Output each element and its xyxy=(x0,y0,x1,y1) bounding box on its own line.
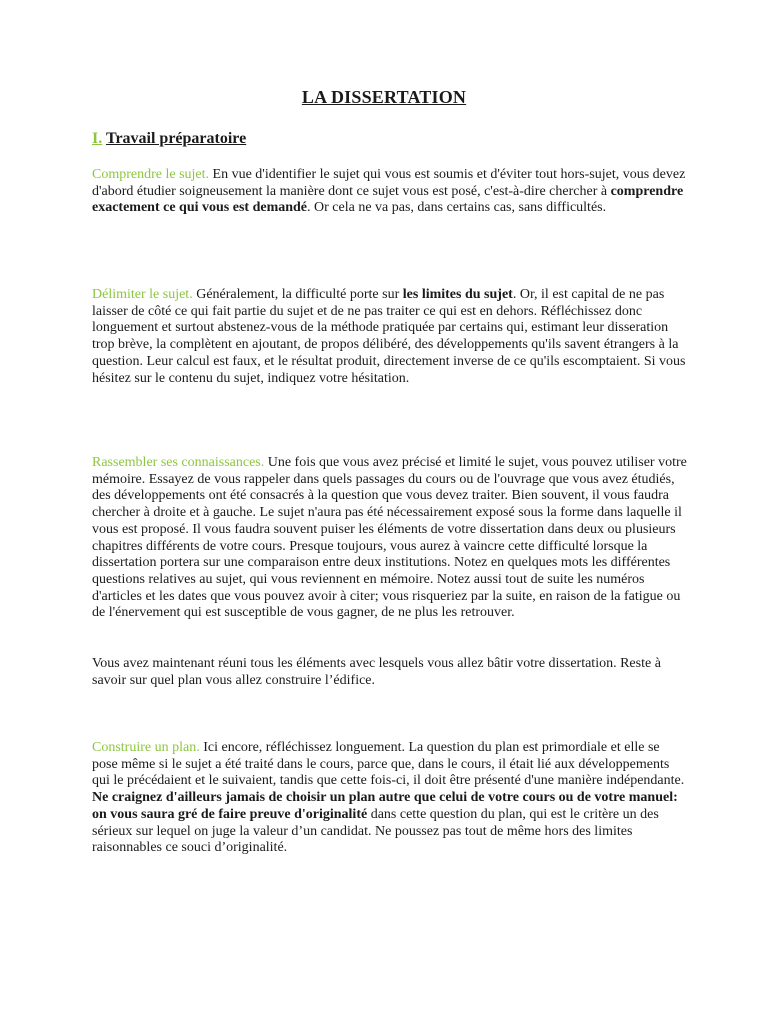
paragraph-lead: Délimiter le sujet. xyxy=(92,287,193,302)
paragraph-emphasis: comprendre exactement ce qui vous est demandé xyxy=(92,183,684,216)
paragraph-lead: Construire un plan. xyxy=(92,740,200,755)
paragraph-text: Généralement, la difficulté porte sur xyxy=(192,287,403,302)
paragraph-comprendre-le-sujet xyxy=(92,167,688,217)
paragraph-emphasis: Ne craignez d'ailleurs jamais de choisir un plan autre que celui de votre cours ou de votre manuel: on vous saura gré de faire preuve d'originalité xyxy=(92,790,678,822)
document-title: LA DISSERTATION xyxy=(301,87,467,107)
paragraph-lead: Rassembler ses connaissances. xyxy=(92,455,265,470)
paragraph-construire-un-plan xyxy=(92,740,688,857)
paragraph-text: Vous avez maintenant réuni tous les éléments avec lesquels vous allez bâtir votre dissertation. Reste à savoir sur quel plan vous allez construire l’édifice. xyxy=(92,656,661,688)
paragraph-text: dans cette question du plan, qui est le critère un des sérieux sur lequel on juge la valeur d’un candidat. Ne poussez pas tout de même hors des limites raisonnables ce souci d’originalité. xyxy=(92,806,659,856)
paragraph-text: En vue d'identifier le sujet qui vous est soumis et d'éviter tout hors-sujet, vous devez d'abord étudier soigneusement la manière dont ce sujet vous est posé, c'est-à-dire chercher à xyxy=(92,167,686,199)
paragraph-text: Ici encore, réfléchissez longuement. La question du plan est primordiale et elle se pose même si le sujet a été traité dans le cours, parce que, dans le cours, il était lié aux développements qui le précédaient et le suivaient, tandis que cette fois-ci, il doit être présenté d'une manière indépendante. xyxy=(92,740,685,789)
section-heading xyxy=(92,130,246,148)
paragraph-transition xyxy=(92,656,688,689)
paragraph-text: Une fois que vous avez précisé et limité le sujet, vous pouvez utiliser votre mémoire. Essayez de vous rappeler dans quels passages du cours ou de l'ouvrage que vous avez étudiés, des développements ont été consacrés à la question que vous devez traiter. Bien souvent, il vous faudra chercher à droite et à gauche. Le sujet n'aura pas été nécessairement exposé sous la forme dans laquelle il vous est proposé. Il vous faudra souvent puiser les éléments de votre dissertation dans deux ou plusieurs chapitres différents de votre cours. Presque toujours, vous aurez à vaincre cette difficulté lorsque la dissertation portera sur une comparaison entre deux institutions. Notez en quelques mots les différentes questions relatives au sujet, qui vous reviennent en mémoire. Notez aussi tout de suite les numéros d'articles et les dates que vous pouvez avoir à citer; vous risqueriez par la suite, en raison de la fatigue ou de l'énervement qui est susceptible de vous gagner, de ne plus les retrouver. xyxy=(92,455,687,621)
section-title: Travail préparatoire xyxy=(105,130,247,147)
paragraph-emphasis: les limites du sujet xyxy=(402,287,513,302)
paragraph-rassembler-ses-connaissances xyxy=(92,455,688,622)
paragraph-delimiter-le-sujet xyxy=(92,287,688,387)
paragraph-text: . Or cela ne va pas, dans certains cas, sans difficultés. xyxy=(307,200,607,216)
paragraph-lead: Comprendre le sujet. xyxy=(92,167,210,182)
section-number: I. xyxy=(92,130,103,147)
paragraph-text: . Or, il est capital de ne pas laisser de côté ce qui fait partie du sujet et de ne pas traiter ce qui est en dehors. Réfléchissez donc longuement et surtout abstenez-vous de la méthode pratiquée par certains qui, estimant leur disseration trop brève, la complètent en ajoutant, de propos délibéré, des développements qu'ils savent étrangers à la question. Leur calcul est faux, et le résultat produit, directement inverse de ce qu'ils escomptaient. Si vous hésitez sur le contenu du sujet, indiquez votre hésitation. xyxy=(92,287,686,386)
